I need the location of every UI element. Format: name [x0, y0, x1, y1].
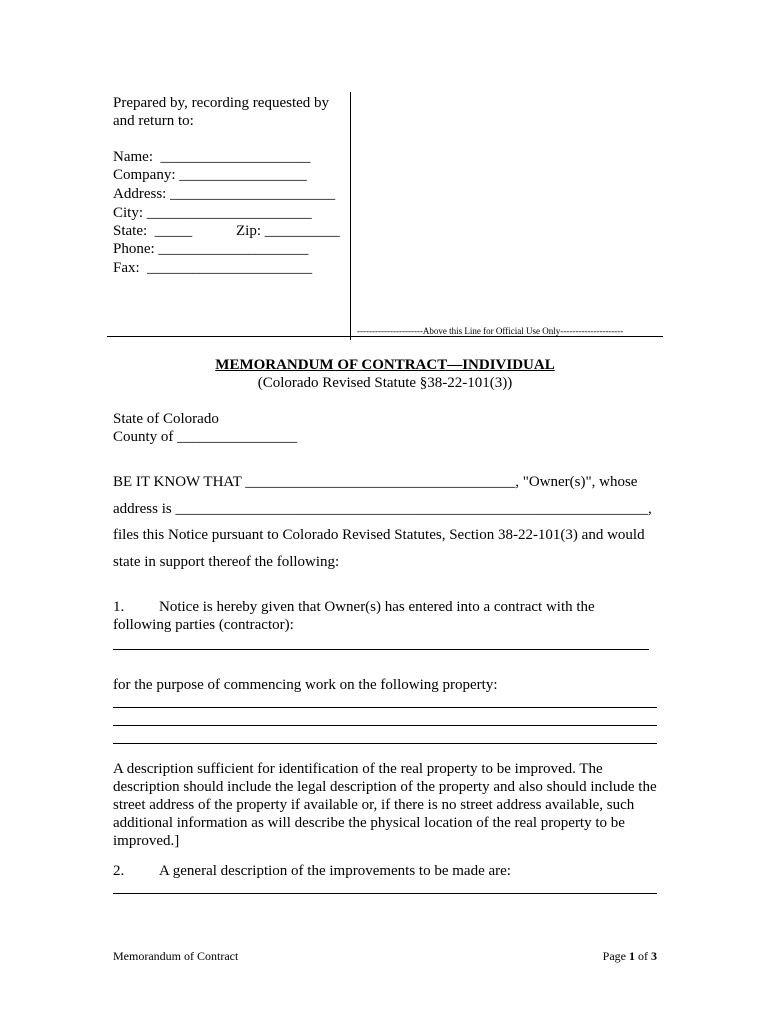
intro-line-3: files this Notice pursuant to Colorado Revised Statutes, Section 38-22-101(3) and would — [113, 527, 645, 543]
document-subtitle: (Colorado Revised Statute §38-22-101(3)) — [257, 375, 513, 391]
contractor-blank-line[interactable] — [113, 649, 649, 650]
improvements-blank-line[interactable] — [113, 893, 657, 894]
prepared-by-line2: and return to: — [113, 113, 194, 129]
name-field[interactable]: Name: ____________________ — [113, 149, 311, 165]
phone-field[interactable]: Phone: ____________________ — [113, 241, 309, 257]
page-prefix: Page — [602, 949, 629, 963]
page-of: of — [635, 949, 651, 963]
section-1-text-line1: Notice is hereby given that Owner(s) has entered into a contract with the — [159, 599, 595, 615]
page-total: 3 — [651, 949, 657, 963]
recording-divider-horizontal — [107, 336, 663, 337]
venue-state: State of Colorado — [113, 411, 219, 427]
prepared-by-line1: Prepared by, recording requested by — [113, 95, 330, 111]
section-2-text: A general description of the improvements to be made are: — [159, 863, 511, 879]
city-field[interactable]: City: ______________________ — [113, 205, 312, 221]
property-blank-line-1[interactable] — [113, 707, 657, 708]
section-1-purpose: for the purpose of commencing work on the following property: — [113, 677, 498, 693]
intro-line-1[interactable]: BE IT KNOW THAT ____________________________________, "Owner(s)", whose — [113, 474, 638, 490]
recording-divider-vertical — [350, 92, 351, 340]
zip-field[interactable]: Zip: __________ — [236, 223, 340, 239]
description-note: A description sufficient for identification of the real property to be improved. The description should include the legal description of the property and also should include the street address of the property if available or, if there is no street address available, such additional information as will describe the physical location of the real property to be improved.] — [113, 761, 657, 849]
document-title: MEMORANDUM OF CONTRACT—INDIVIDUAL — [215, 357, 555, 373]
footer-document-name: Memorandum of Contract — [113, 949, 239, 963]
page-indicator — [603, 949, 657, 964]
official-use-label: ----------------------Above this Line for Official Use Only--------------------- — [357, 326, 624, 336]
venue-county[interactable]: County of ________________ — [113, 429, 298, 445]
property-blank-line-2[interactable] — [113, 725, 657, 726]
fax-field[interactable]: Fax: ______________________ — [113, 260, 313, 276]
address-field[interactable]: Address: ______________________ — [113, 186, 336, 202]
intro-line-4: state in support thereof the following: — [113, 554, 340, 570]
property-blank-line-3[interactable] — [113, 743, 657, 744]
company-field[interactable]: Company: _________________ — [113, 167, 307, 183]
page-current: 1 — [629, 949, 635, 963]
section-1-text-line2: following parties (contractor): — [113, 617, 294, 633]
section-2-number: 2. — [113, 863, 125, 879]
intro-line-2[interactable]: address is _______________________________________________________________, — [113, 501, 652, 517]
state-field[interactable]: State: _____ — [113, 223, 193, 239]
section-1-number: 1. — [113, 599, 125, 615]
